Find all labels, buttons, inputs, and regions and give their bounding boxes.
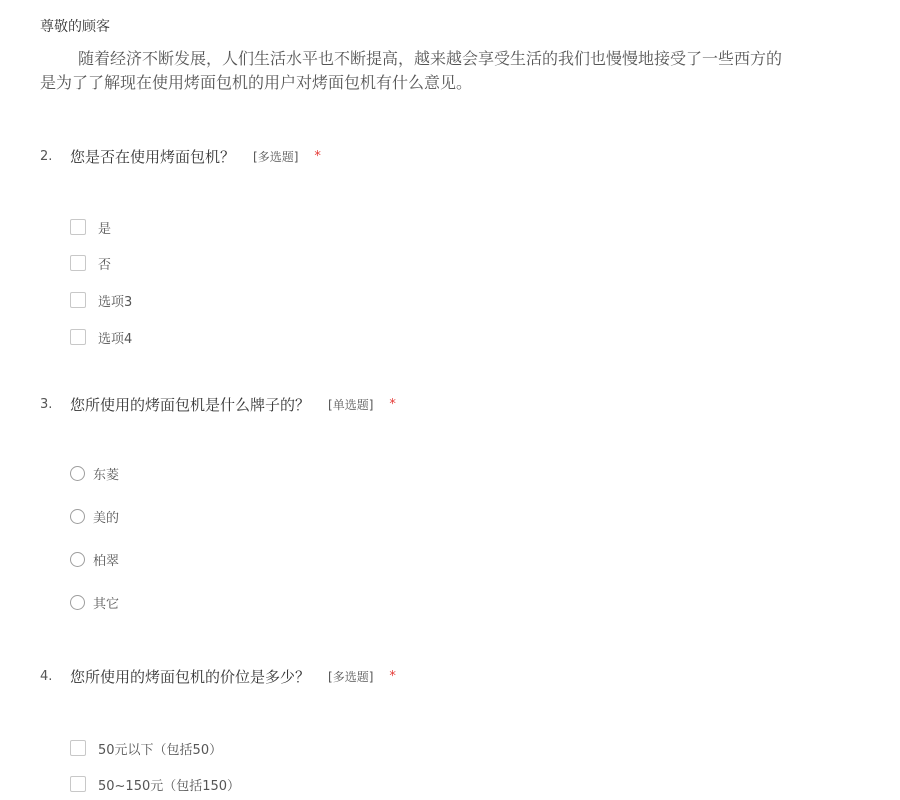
option-q3-petrus[interactable] bbox=[70, 549, 119, 569]
radio-button[interactable] bbox=[70, 552, 85, 567]
option-label: 否 bbox=[98, 257, 112, 273]
radio-button[interactable] bbox=[70, 509, 85, 524]
option-label: 选项3 bbox=[98, 294, 133, 310]
question-title: 您是否在使用烤面包机？ bbox=[70, 147, 236, 166]
option-label: 美的 bbox=[93, 510, 120, 526]
option-q4-50-150[interactable] bbox=[70, 774, 240, 794]
option-label: 选项4 bbox=[98, 331, 133, 347]
question-title: 您所使用的烤面包机是什么牌子的？ bbox=[70, 395, 311, 414]
option-label: 是 bbox=[98, 221, 112, 237]
option-q2-yes[interactable] bbox=[70, 217, 111, 237]
option-label: 50~150元（包括150） bbox=[98, 778, 241, 794]
intro-line-2: 是为了了解现在使用烤面包机的用户对烤面包机有什么意见。 bbox=[40, 73, 473, 92]
checkbox[interactable] bbox=[70, 740, 86, 756]
question-type-tag: [多选题] bbox=[328, 669, 374, 684]
required-star: * bbox=[389, 396, 396, 412]
radio-button[interactable] bbox=[70, 466, 85, 481]
option-q3-dongling[interactable] bbox=[70, 463, 119, 483]
intro-line-1: 随着经济不断发展，人们生活水平也不断提高，越来越会享受生活的我们也慢慢地接受了一些西方的 bbox=[78, 49, 783, 68]
option-q2-option3[interactable] bbox=[70, 290, 132, 310]
question-4-header bbox=[40, 665, 396, 687]
option-q2-no[interactable] bbox=[70, 253, 111, 273]
question-type-tag: [单选题] bbox=[328, 397, 374, 412]
question-type-tag: [多选题] bbox=[253, 149, 299, 164]
question-number: 3. bbox=[40, 396, 53, 412]
question-number: 4. bbox=[40, 668, 53, 684]
checkbox[interactable] bbox=[70, 219, 86, 235]
radio-button[interactable] bbox=[70, 595, 85, 610]
option-label: 其它 bbox=[93, 596, 120, 612]
required-star: * bbox=[389, 668, 396, 684]
survey-intro bbox=[40, 47, 900, 95]
question-number: 2. bbox=[40, 148, 53, 164]
question-2-header bbox=[40, 145, 321, 167]
question-3-header bbox=[40, 393, 396, 415]
checkbox[interactable] bbox=[70, 776, 86, 792]
question-title: 您所使用的烤面包机的价位是多少？ bbox=[70, 667, 311, 686]
option-q3-other[interactable] bbox=[70, 592, 119, 612]
required-star: * bbox=[314, 148, 321, 164]
survey-greeting: 尊敬的顾客 bbox=[40, 19, 110, 35]
option-label: 50元以下（包括50） bbox=[98, 742, 223, 758]
checkbox[interactable] bbox=[70, 292, 86, 308]
option-q4-under-50[interactable] bbox=[70, 738, 222, 758]
option-q3-midea[interactable] bbox=[70, 506, 119, 526]
option-label: 东菱 bbox=[93, 467, 120, 483]
option-label: 柏翠 bbox=[93, 553, 120, 569]
option-q2-option4[interactable] bbox=[70, 327, 132, 347]
checkbox[interactable] bbox=[70, 329, 86, 345]
checkbox[interactable] bbox=[70, 255, 86, 271]
